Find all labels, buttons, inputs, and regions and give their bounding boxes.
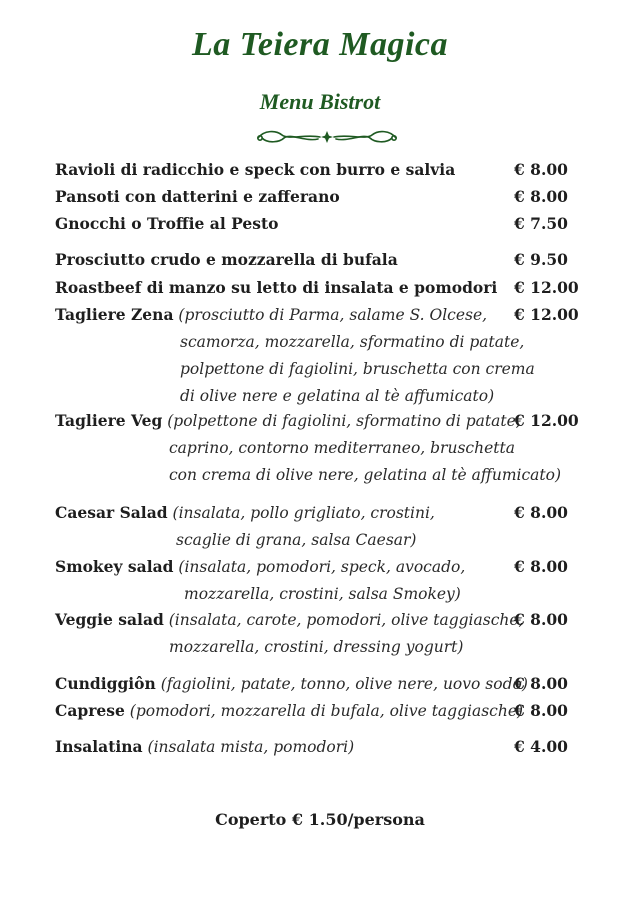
- menu-item-line: [55, 611, 523, 629]
- menu-item-description-continued: polpettone di fagiolini, bruschetta con crema: [180, 360, 535, 378]
- menu-item-price: € 8.00: [514, 503, 568, 522]
- scroll-flourish-icon: [254, 126, 400, 148]
- menu-item-name: Gnocchi o Troffie al Pesto: [55, 214, 279, 233]
- menu-item-line: [55, 675, 528, 693]
- menu-item-line: [55, 738, 354, 756]
- menu-item-name: Veggie salad: [55, 610, 164, 629]
- menu-item-line: [55, 504, 435, 522]
- menu-item: [55, 251, 595, 278]
- menu-item-name: Tagliere Veg: [55, 411, 163, 430]
- menu-item-description: (insalata mista, pomodori): [142, 738, 355, 756]
- menu-item-description-continued: con crema di olive nere, gelatina al tè affumicato): [169, 466, 562, 484]
- menu-item-description: (insalata, pomodori, speck, avocado,: [173, 558, 466, 576]
- menu-item-description: (insalata, pollo grigliato, crostini,: [167, 504, 435, 522]
- menu-item-price: € 12.00: [514, 411, 579, 430]
- menu-item-line: [55, 306, 487, 324]
- menu-item-price: € 8.00: [514, 674, 568, 693]
- menu-item-name: Ravioli di radicchio e speck con burro e salvia: [55, 160, 456, 179]
- menu-item-line: [55, 188, 340, 206]
- menu-item-price: € 12.00: [514, 305, 579, 324]
- menu-item-price: € 8.00: [514, 557, 568, 576]
- menu-item-line: [55, 251, 398, 269]
- menu-item-name: Pansoti con datterini e zafferano: [55, 187, 340, 206]
- menu-item-description-continued: scaglie di grana, salsa Caesar): [176, 531, 417, 549]
- menu-item-line: [55, 702, 523, 720]
- menu-item: [55, 738, 595, 765]
- menu-item: [55, 215, 595, 242]
- menu-item-description: (prosciutto di Parma, salame S. Olcese,: [173, 306, 488, 324]
- menu-item-price: € 12.00: [514, 278, 579, 297]
- menu-item: [55, 279, 595, 306]
- menu-item-name: Roastbeef di manzo su letto di insalata e pomodori: [55, 278, 498, 297]
- menu-item-line: [55, 558, 465, 576]
- menu-item-name: Prosciutto crudo e mozzarella di bufala: [55, 250, 398, 269]
- menu-item-description-continued: mozzarella, crostini, dressing yogurt): [169, 638, 464, 656]
- menu-item-price: € 8.00: [514, 701, 568, 720]
- menu-item-name: Caprese: [55, 701, 125, 720]
- menu-item-description-continued: scamorza, mozzarella, sformatino di patate,: [180, 333, 525, 351]
- menu-item: [55, 675, 595, 702]
- menu-item-price: € 4.00: [514, 737, 568, 756]
- menu-item-line: [55, 279, 497, 297]
- menu-item-line: [55, 215, 278, 233]
- menu-item-description: (fagiolini, patate, tonno, olive nere, uovo sodo): [155, 675, 528, 693]
- menu-item: [55, 306, 595, 414]
- restaurant-title: La Teiera Magica: [191, 26, 449, 63]
- menu-item: [55, 188, 595, 215]
- menu-subtitle: Menu Bistrot: [259, 89, 381, 114]
- menu-item-line: [55, 161, 455, 179]
- menu-item-price: € 8.00: [514, 187, 568, 206]
- menu-item: [55, 504, 595, 558]
- menu-item-description-continued: caprino, contorno mediterraneo, bruschetta: [169, 439, 515, 457]
- menu-item-description-continued: di olive nere e gelatina al tè affumicato): [180, 387, 495, 405]
- menu-item-name: Cundiggiôn: [55, 674, 156, 693]
- cover-charge: Coperto € 1.50/persona: [215, 810, 425, 829]
- menu-item: [55, 412, 595, 493]
- menu-item-price: € 9.50: [514, 250, 568, 269]
- menu-item: [55, 161, 595, 188]
- menu-item: [55, 611, 595, 665]
- menu-item-price: € 8.00: [514, 160, 568, 179]
- menu-item-price: € 8.00: [514, 610, 568, 629]
- menu-item-description: (pomodori, mozzarella di bufala, olive taggiasche): [124, 702, 524, 720]
- menu-item-description: (insalata, carote, pomodori, olive taggiasche,: [163, 611, 524, 629]
- menu-item: [55, 702, 595, 729]
- menu-item: [55, 558, 595, 612]
- menu-item-price: € 7.50: [514, 214, 568, 233]
- menu-item-description-continued: mozzarella, crostini, salsa Smokey): [184, 585, 461, 603]
- menu-item-name: Smokey salad: [55, 557, 174, 576]
- menu-item-line: [55, 412, 521, 430]
- menu-item-description: (polpettone di fagiolini, sformatino di patate,: [162, 412, 521, 430]
- menu-item-name: Insalatina: [55, 737, 143, 756]
- menu-item-name: Tagliere Zena: [55, 305, 174, 324]
- menu-item-name: Caesar Salad: [55, 503, 168, 522]
